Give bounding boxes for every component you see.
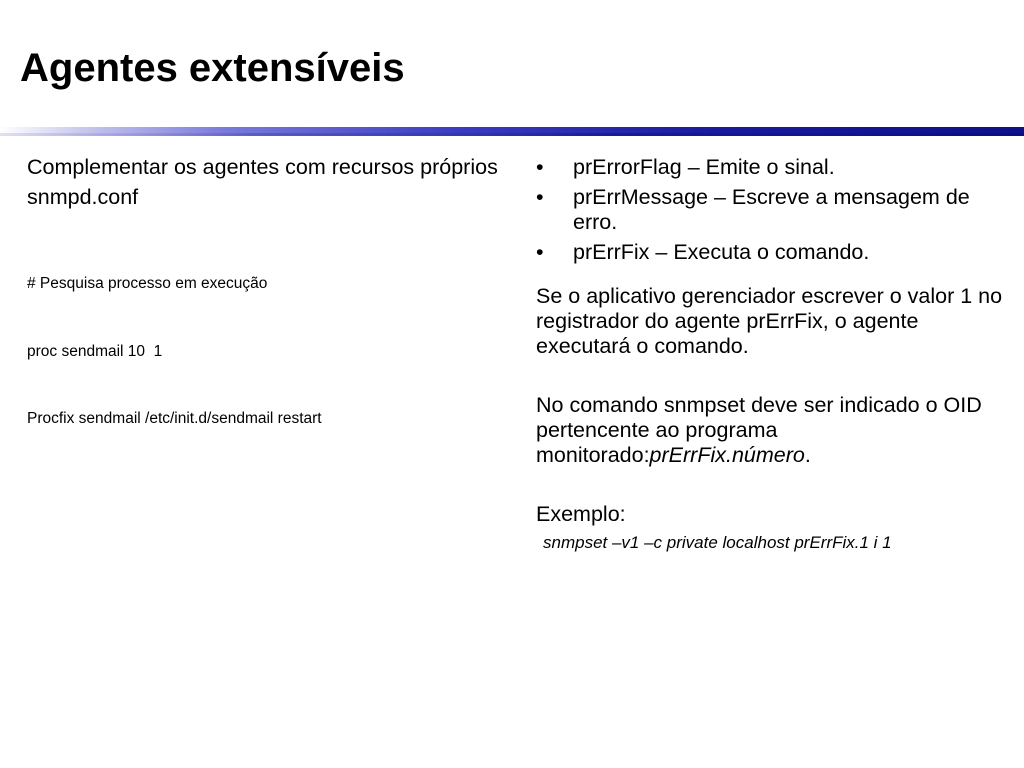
paragraph-snmpset	[536, 393, 1011, 468]
oid-reference: prErrFix.número	[649, 443, 805, 467]
example-command: snmpset –v1 –c private localhost prErrFix.1 i 1	[543, 533, 892, 552]
paragraph-snmpset-text: No comando snmpset deve ser indicado o OID pertencente ao programa monitorado:	[536, 393, 982, 467]
paragraph-snmpset-end: .	[804, 443, 811, 467]
bullet-text: prErrMessage – Escreve a mensagem de erro.	[573, 185, 970, 234]
bullet-icon: •	[536, 155, 544, 179]
config-filename: snmpd.conf	[27, 185, 139, 209]
example-label: Exemplo:	[536, 502, 626, 526]
bullet-item	[536, 155, 1011, 180]
config-line: proc sendmail 10 1	[27, 342, 163, 360]
config-line: # Pesquisa processo em execução	[27, 275, 268, 292]
title-divider-shadow	[0, 133, 1024, 136]
bullet-item	[536, 240, 1011, 265]
slide-title: Agentes extensíveis	[20, 46, 405, 90]
bullet-icon: •	[536, 240, 544, 264]
config-snippet	[27, 228, 507, 476]
config-line: Procfix sendmail /etc/init.d/sendmail restart	[27, 410, 322, 427]
bullet-list	[536, 155, 1011, 265]
left-column	[27, 155, 507, 476]
right-column	[536, 155, 1011, 554]
bullet-text: prErrFix – Executa o comando.	[573, 240, 870, 264]
bullet-text: prErrorFlag – Emite o sinal.	[573, 155, 835, 179]
bullet-item	[536, 185, 1011, 235]
bullet-icon: •	[536, 185, 544, 209]
intro-text: Complementar os agentes com recursos próprios	[27, 155, 498, 179]
paragraph-prerrfix: Se o aplicativo gerenciador escrever o valor 1 no registrador do agente prErrFix, o agente executará o comando.	[536, 284, 1003, 358]
